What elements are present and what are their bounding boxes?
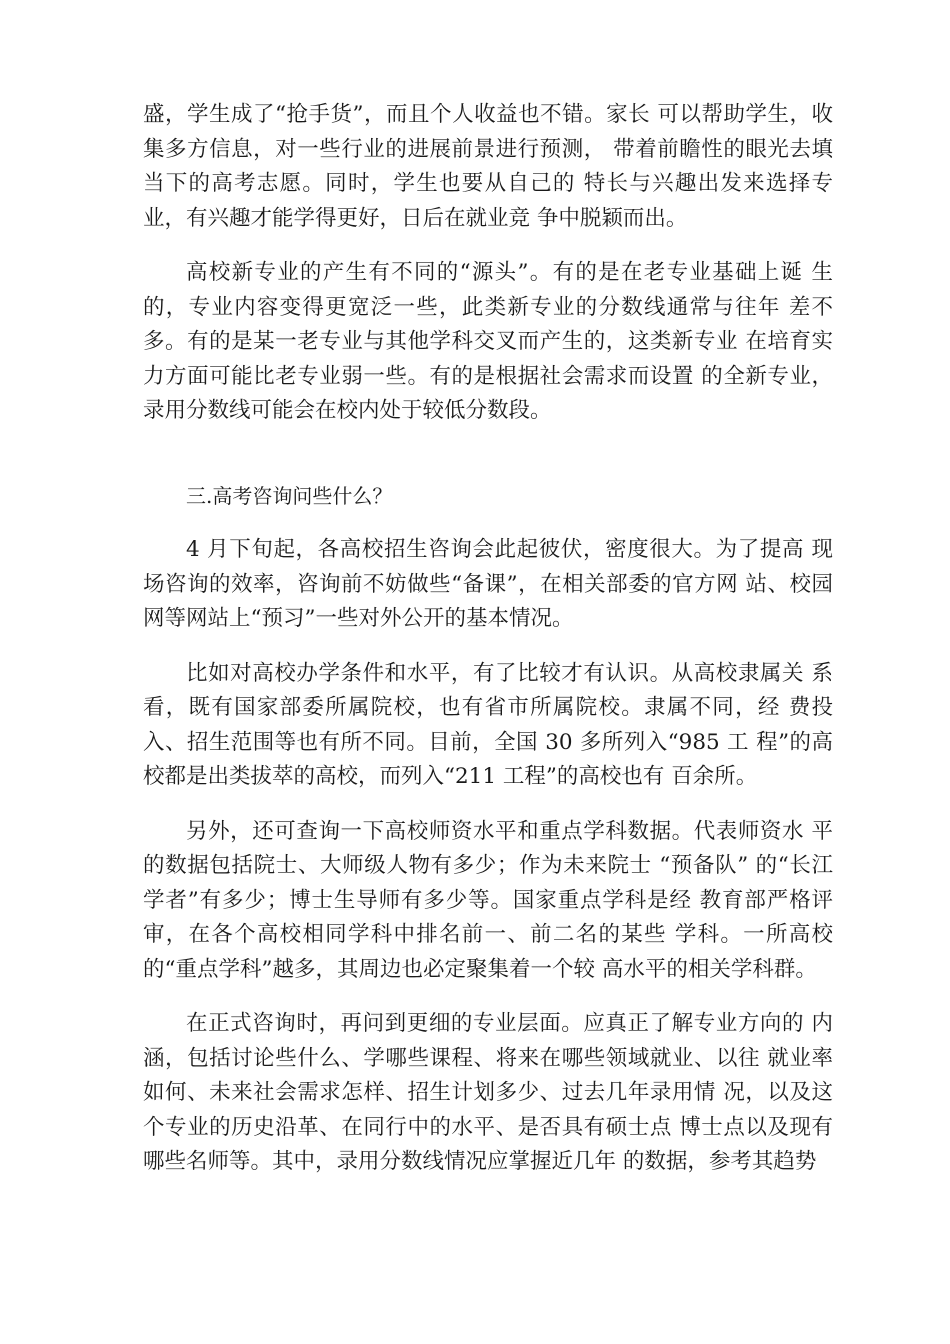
paragraph-continued: 盛，学生成了“抢手货”，而且个人收益也不错。家长 可以帮助学生，收集多方信息，对一些行业的进展前景进行预测， 带着前瞻性的眼光去填当下的高考志愿。同时，学生也要从自己的 特长与兴趣出发来选择专业，有兴趣才能学得更好，日后在就业竞 争中脱颖而出。 (143, 102, 833, 231)
paragraph-new-majors: 高校新专业的产生有不同的“源头”。有的是在老专业基础上诞 生的，专业内容变得更宽泛一些，此类新专业的分数线通常与往年 差不多。有的是某一老专业与其他学科交叉而产生的，这类新专业 在培育实力方面可能比老专业弱一些。有的是根据社会需求而设置 的全新专业，录用分数线可能会在校内处于较低分数段。 (143, 260, 833, 423)
paragraph-april-consultation: 4 月下旬起，各高校招生咨询会此起彼伏，密度很大。为了提高 现场咨询的效率，咨询前不妨做些“备课”，在相关部委的官方网 站、校园网等网站上“预习”一些对外公开的基本情况。 (143, 537, 833, 631)
document-body (143, 98, 833, 1200)
paragraph-formal-consultation: 在正式咨询时，再问到更细的专业层面。应真正了解专业方向的 内涵，包括讨论些什么、学哪些课程、将来在哪些领域就业、以往 就业率如何、未来社会需求怎样、招生计划多少、过去几年录用情 况，以及这个专业的历史沿革、在同行中的水平、是否具有硕士点 博士点以及现有哪些名师等。其中，录用分数线情况应掌握近几年 的数据，参考其趋势 (143, 1011, 833, 1174)
section-heading: 三.高考咨询问些什么？ (186, 483, 393, 508)
paragraph-faculty-data: 另外，还可查询一下高校师资水平和重点学科数据。代表师资水 平的数据包括院士、大师级人物有多少；作为未来院士 “预备队” 的“长江学者”有多少；博士生导师有多少等。国家重点学科是经 教育部严格评审，在各个高校相同学科中排名前一、前二名的某些 学科。一所高校的“重点学科”越多，其周边也必定聚集着一个较 高水平的相关学科群。 (143, 818, 833, 982)
paragraph-school-conditions: 比如对高校办学条件和水平，有了比较才有认识。从高校隶属关 系看，既有国家部委所属院校，也有省市所属院校。隶属不同，经 费投入、招生范围等也有所不同。目前，全国 30 多所列入“985 工 程”的高校都是出类拔萃的高校，而列入“211 工程”的高校也有 百余所。 (143, 660, 833, 789)
